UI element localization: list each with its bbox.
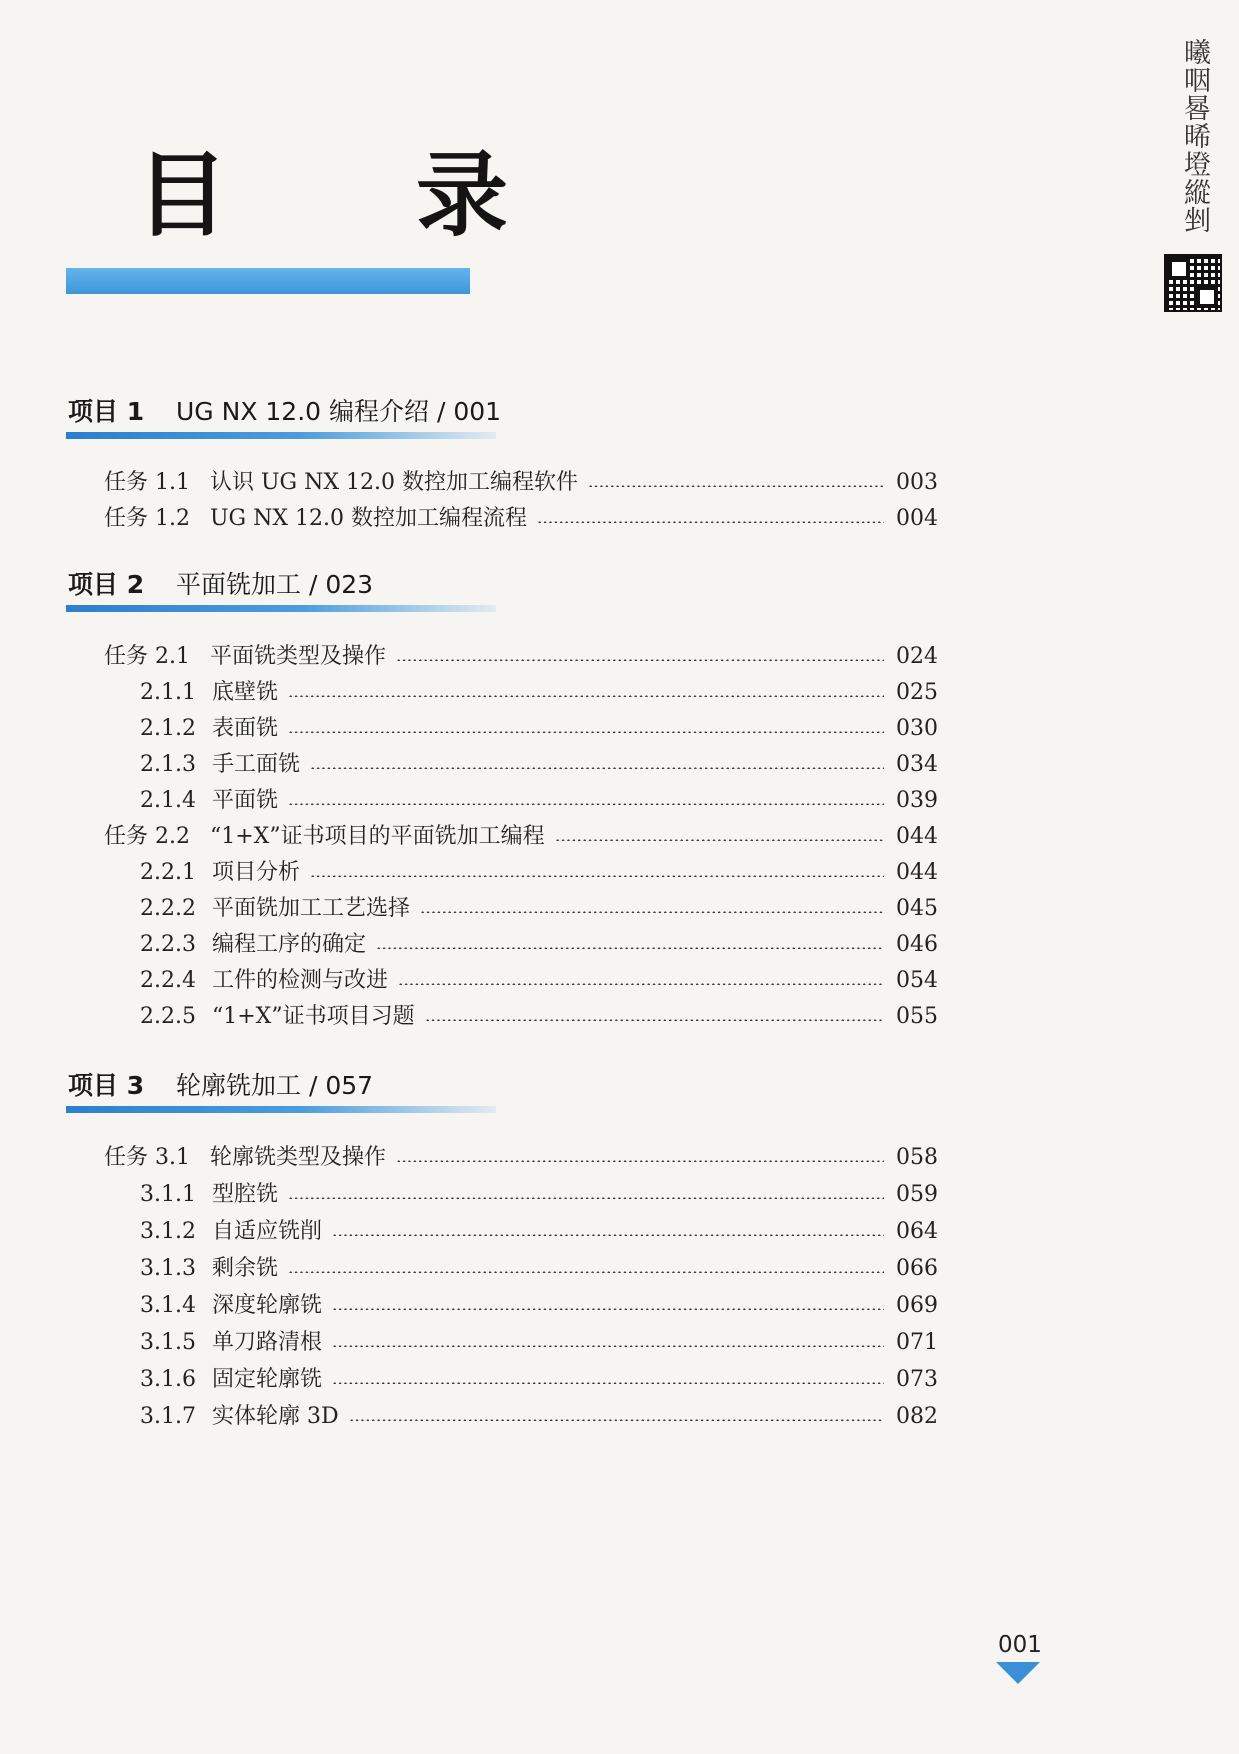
subsection-label: 2.2.5 [140, 1004, 196, 1029]
toc-subentry[interactable] [140, 892, 938, 926]
entry-title: 型腔铣 [212, 1182, 279, 1207]
entry-page: 059 [896, 1182, 938, 1207]
toc-subentry[interactable] [140, 1178, 938, 1212]
dot-leader [396, 1160, 884, 1162]
dot-leader [288, 803, 884, 805]
entry-title: 平面铣类型及操作 [210, 644, 387, 669]
entry-title: 自适应铣削 [212, 1219, 323, 1244]
project-title: UG NX 12.0 编程介绍 / 001 [176, 397, 502, 426]
entry-title: 轮廓铣类型及操作 [210, 1145, 387, 1170]
entry-title: 平面铣 [212, 788, 279, 813]
page-number: 001 [998, 1632, 1042, 1658]
entry-title: 实体轮廓 3D [212, 1404, 339, 1429]
toc-subentry[interactable] [140, 712, 938, 746]
subsection-label: 2.2.1 [140, 860, 196, 885]
entry-title: 单刀路清根 [212, 1330, 323, 1355]
toc-subentry[interactable] [140, 1400, 938, 1434]
project-title: 轮廓铣加工 / 057 [176, 1071, 374, 1100]
entry-page: 064 [896, 1219, 938, 1244]
toc-task-entry[interactable] [104, 640, 938, 674]
dot-leader [425, 1019, 884, 1021]
entry-page: 024 [896, 644, 938, 669]
task-label: 任务 1.2 [104, 506, 190, 531]
subsection-label: 3.1.3 [140, 1256, 196, 1281]
toc-subentry[interactable] [140, 928, 938, 962]
dot-leader [288, 731, 884, 733]
toc-task-entry[interactable] [104, 1141, 938, 1175]
entry-page: 025 [896, 680, 938, 705]
subsection-label: 3.1.1 [140, 1182, 196, 1207]
subsection-label: 3.1.4 [140, 1293, 196, 1318]
entry-page: 058 [896, 1145, 938, 1170]
entry-page: 071 [896, 1330, 938, 1355]
subsection-label: 2.1.3 [140, 752, 196, 777]
entry-title: 工件的检测与改进 [212, 968, 389, 993]
subsection-label: 3.1.2 [140, 1219, 196, 1244]
entry-page: 034 [896, 752, 938, 777]
project-heading [68, 1066, 373, 1102]
task-label: 任务 2.1 [104, 644, 190, 669]
toc-subentry[interactable] [140, 1289, 938, 1323]
page-marker-triangle-icon [996, 1662, 1040, 1684]
subsection-label: 2.1.1 [140, 680, 196, 705]
project-number: 项目 3 [68, 1071, 145, 1100]
dot-leader [376, 947, 884, 949]
project-number: 项目 2 [68, 570, 145, 599]
entry-page: 030 [896, 716, 938, 741]
toc-subentry[interactable] [140, 1326, 938, 1360]
subsection-label: 3.1.6 [140, 1367, 196, 1392]
subsection-label: 2.2.4 [140, 968, 196, 993]
project-underline [66, 605, 496, 612]
project-heading [68, 392, 501, 428]
entry-page: 044 [896, 824, 938, 849]
toc-subentry[interactable] [140, 1363, 938, 1397]
dot-leader [288, 695, 884, 697]
entry-title: 固定轮廓铣 [212, 1367, 323, 1392]
dot-leader [588, 485, 884, 487]
subsection-label: 2.1.2 [140, 716, 196, 741]
subsection-label: 3.1.7 [140, 1404, 196, 1429]
dot-leader [332, 1382, 884, 1384]
entry-page: 073 [896, 1367, 938, 1392]
toc-subentry[interactable] [140, 784, 938, 818]
entry-page: 004 [896, 506, 938, 531]
project-heading [68, 565, 373, 601]
project-number: 项目 1 [68, 397, 145, 426]
toc-task-entry[interactable] [104, 466, 938, 500]
dot-leader [396, 659, 884, 661]
task-label: 任务 1.1 [104, 470, 190, 495]
entry-page: 044 [896, 860, 938, 885]
toc-subentry[interactable] [140, 676, 938, 710]
toc-subentry[interactable] [140, 1252, 938, 1286]
task-label: 任务 2.2 [104, 824, 190, 849]
entry-page: 066 [896, 1256, 938, 1281]
entry-page: 039 [896, 788, 938, 813]
entry-title: “1+X”证书项目习题 [212, 1004, 415, 1029]
toc-task-entry[interactable] [104, 502, 938, 536]
dot-leader [420, 911, 884, 913]
entry-page: 003 [896, 470, 938, 495]
subsection-label: 3.1.5 [140, 1330, 196, 1355]
dot-leader [288, 1271, 884, 1273]
toc-task-entry[interactable] [104, 820, 938, 854]
dot-leader [555, 839, 884, 841]
toc-subentry[interactable] [140, 1215, 938, 1249]
side-vertical-text: 曦咽晷晞墱縱剉 [1179, 38, 1210, 234]
entry-title: 深度轮廓铣 [212, 1293, 323, 1318]
subsection-label: 2.1.4 [140, 788, 196, 813]
entry-title: UG NX 12.0 数控加工编程流程 [210, 506, 527, 531]
entry-page: 069 [896, 1293, 938, 1318]
entry-page: 045 [896, 896, 938, 921]
qr-code-icon[interactable] [1164, 254, 1222, 312]
entry-page: 082 [896, 1404, 938, 1429]
title-underline-bar [66, 268, 470, 294]
project-underline [66, 1106, 496, 1113]
project-title: 平面铣加工 / 023 [176, 570, 374, 599]
entry-title: 剩余铣 [212, 1256, 279, 1281]
dot-leader [537, 521, 884, 523]
dot-leader [398, 983, 884, 985]
dot-leader [310, 767, 884, 769]
dot-leader [332, 1308, 884, 1310]
entry-page: 046 [896, 932, 938, 957]
dot-leader [349, 1419, 884, 1421]
entry-title: 认识 UG NX 12.0 数控加工编程软件 [210, 470, 578, 495]
dot-leader [310, 875, 884, 877]
dot-leader [332, 1234, 884, 1236]
project-underline [66, 432, 496, 439]
toc-subentry[interactable] [140, 748, 938, 782]
toc-subentry[interactable] [140, 1000, 938, 1034]
toc-subentry[interactable] [140, 964, 938, 998]
entry-title: “1+X”证书项目的平面铣加工编程 [210, 824, 545, 849]
entry-title: 项目分析 [212, 860, 301, 885]
entry-title: 编程工序的确定 [212, 932, 367, 957]
subsection-label: 2.2.2 [140, 896, 196, 921]
entry-title: 底壁铣 [212, 680, 279, 705]
toc-subentry[interactable] [140, 856, 938, 890]
dot-leader [332, 1345, 884, 1347]
dot-leader [288, 1197, 884, 1199]
entry-title: 平面铣加工工艺选择 [212, 896, 411, 921]
subsection-label: 2.2.3 [140, 932, 196, 957]
task-label: 任务 3.1 [104, 1145, 190, 1170]
entry-title: 手工面铣 [212, 752, 301, 777]
entry-title: 表面铣 [212, 716, 279, 741]
page-title: 目 录 [136, 142, 587, 249]
entry-page: 054 [896, 968, 938, 993]
entry-page: 055 [896, 1004, 938, 1029]
